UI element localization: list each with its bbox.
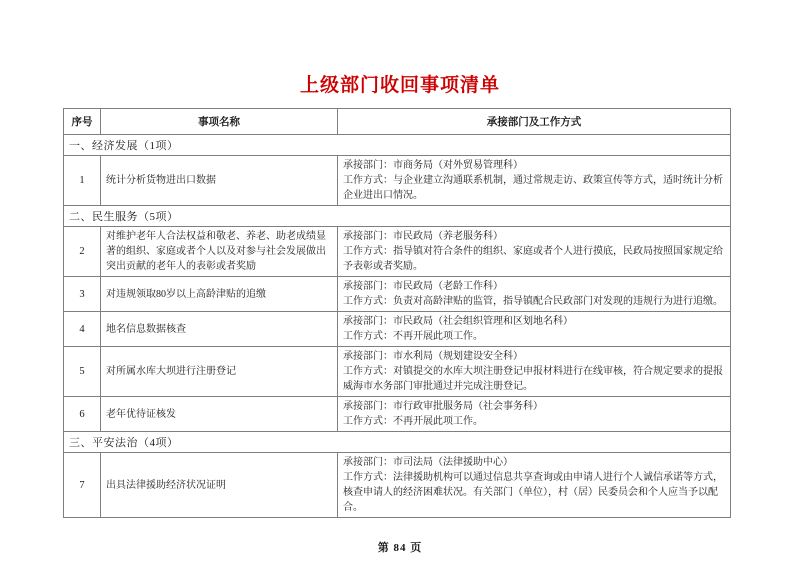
dept-method-cell <box>338 397 731 432</box>
item-name: 统计分析货物进出口数据 <box>101 156 338 206</box>
dept-line: 承接部门：市民政局（社会组织管理和区划地名科） <box>343 316 573 327</box>
header-dept-method: 承接部门及工作方式 <box>338 109 731 135</box>
section-row <box>64 206 731 227</box>
item-name: 对维护老年人合法权益和敬老、养老、助老成绩显著的组织、家庭或者个人以及对参与社会发展做出突出贡献的老年人的表彰或者奖励 <box>101 227 338 277</box>
dept-line: 承接部门：市商务局（对外贸易管理科） <box>343 160 523 171</box>
method-line: 工作方式：对镇提交的水库大坝注册登记申报材料进行在线审核，符合规定要求的提报威海市水务部门审批通过并完成注册登记。 <box>343 366 723 392</box>
dept-line: 承接部门：市水利局（规划建设安全科） <box>343 351 523 362</box>
method-line: 工作方式：指导镇对符合条件的组织、家庭或者个人进行摸底，民政局按照国家规定给予表彰或者奖励。 <box>343 246 723 272</box>
item-name: 出具法律援助经济状况证明 <box>101 453 338 518</box>
dept-line: 承接部门：市行政审批服务局（社会事务科） <box>343 401 543 412</box>
row-number: 4 <box>64 312 101 347</box>
method-line: 工作方式：与企业建立沟通联系机制，通过常规走访、政策宣传等方式，适时统计分析企业进出口情况。 <box>343 175 723 201</box>
section-row <box>64 432 731 453</box>
recall-items-table <box>63 108 731 518</box>
row-number: 6 <box>64 397 101 432</box>
table-row <box>64 277 731 312</box>
dept-line: 承接部门：市司法局（法律援助中心） <box>343 457 513 468</box>
item-name: 对违规领取80岁以上高龄津贴的追缴 <box>101 277 338 312</box>
table-row <box>64 347 731 397</box>
method-line: 工作方式：法律援助机构可以通过信息共享查询或由申请人进行个人诚信承诺等方式，核查申请人的经济困难状况。有关部门（单位），村（居）民委员会和个人应当予以配合。 <box>343 472 723 513</box>
section-row <box>64 135 731 156</box>
row-number: 2 <box>64 227 101 277</box>
page-number: 第 84 页 <box>377 542 423 554</box>
row-number: 3 <box>64 277 101 312</box>
table-row <box>64 397 731 432</box>
header-number: 序号 <box>64 109 101 135</box>
dept-method-cell <box>338 227 731 277</box>
page-title: 上级部门收回事项清单 <box>299 75 500 96</box>
section-label: 二、民生服务（5项） <box>64 206 731 227</box>
section-label: 三、平安法治（4项） <box>64 432 731 453</box>
table-header-row <box>64 109 731 135</box>
dept-method-cell <box>338 453 731 518</box>
table-row <box>64 227 731 277</box>
item-name: 对所属水库大坝进行注册登记 <box>101 347 338 397</box>
row-number: 1 <box>64 156 101 206</box>
method-line: 工作方式：不再开展此项工作。 <box>343 331 483 342</box>
method-line: 工作方式：负责对高龄津贴的监管，指导镇配合民政部门对发现的违规行为进行追缴。 <box>343 296 723 307</box>
dept-method-cell <box>338 347 731 397</box>
item-name: 地名信息数据核查 <box>101 312 338 347</box>
table-row <box>64 453 731 518</box>
row-number: 7 <box>64 453 101 518</box>
dept-method-cell <box>338 156 731 206</box>
dept-line: 承接部门：市民政局（养老服务科） <box>343 231 503 242</box>
table-row <box>64 312 731 347</box>
row-number: 5 <box>64 347 101 397</box>
dept-method-cell <box>338 277 731 312</box>
dept-line: 承接部门：市民政局（老龄工作科） <box>343 281 503 292</box>
dept-method-cell <box>338 312 731 347</box>
section-label: 一、经济发展（1项） <box>64 135 731 156</box>
method-line: 工作方式：不再开展此项工作。 <box>343 416 483 427</box>
table-body <box>64 135 731 518</box>
header-item-name: 事项名称 <box>101 109 338 135</box>
item-name: 老年优待证核发 <box>101 397 338 432</box>
table-row <box>64 156 731 206</box>
